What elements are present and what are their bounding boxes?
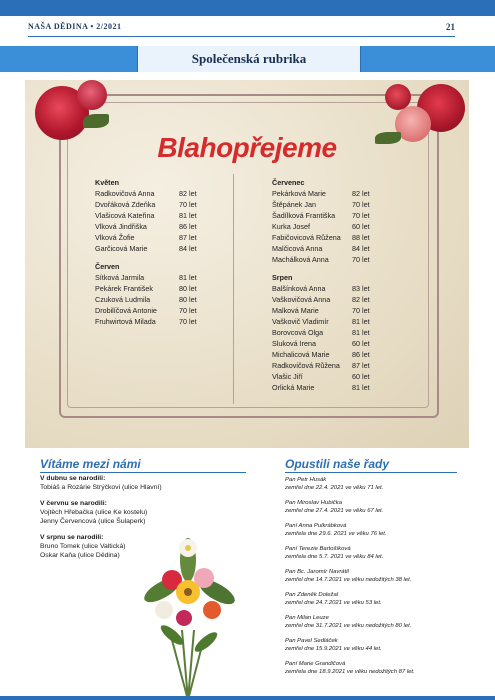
person-name: Drobilíčová Antonie	[95, 306, 157, 315]
section-title: Společenská rubrika	[137, 46, 361, 72]
birth-month-label: V červnu se narodili:	[40, 500, 107, 507]
section-banner	[0, 46, 495, 72]
birthday-row	[272, 188, 402, 199]
person-name: Orlická Marie	[272, 383, 315, 392]
newborn-entry: Jenny Červencová (ulice Šulaperk)	[40, 518, 146, 525]
person-name: Fabičovicová Růžena	[272, 233, 341, 242]
birthday-row	[95, 199, 215, 210]
newborn-entry: Vojtěch Hřebačka (ulice Ke kostelu)	[40, 509, 148, 516]
person-name: Radkovičová Anna	[95, 189, 155, 198]
person-age: 70 let	[179, 200, 197, 209]
person-age: 70 let	[179, 317, 197, 326]
birthday-row	[95, 316, 215, 327]
person-name: Vaškovič Vladimír	[272, 317, 329, 326]
obituary-name: Pan Pavel Sedláček	[285, 638, 338, 644]
birthday-row	[272, 316, 402, 327]
obituary-name: Pan Zdeněk Doležal	[285, 592, 339, 598]
birthday-row	[272, 327, 402, 338]
person-age: 86 let	[352, 350, 370, 359]
person-name: Garčicová Marie	[95, 244, 148, 253]
newborn-entry: Bruno Tomek (ulice Valtická)	[40, 543, 126, 550]
person-name: Dvořáková Zdeňka	[95, 200, 156, 209]
person-age: 70 let	[352, 200, 370, 209]
birthday-row	[95, 221, 215, 232]
birthday-row	[272, 210, 402, 221]
obituary-detail: zemřel dne 14.7.2021 ve věku nedožitých 38 let.	[285, 577, 412, 583]
birthday-row	[272, 283, 402, 294]
birthday-row	[95, 188, 215, 199]
person-age: 80 let	[179, 295, 197, 304]
person-name: Machálková Anna	[272, 255, 329, 264]
birthday-row	[272, 360, 402, 371]
obituary-name: Paní Terezie Bartošíková	[285, 546, 351, 552]
birthday-row	[272, 294, 402, 305]
obituary-name: Paní Marie Grandičová	[285, 661, 346, 667]
person-name: Kurka Josef	[272, 222, 310, 231]
person-name: Balšínková Anna	[272, 284, 326, 293]
birthday-column-right	[272, 178, 402, 393]
person-age: 82 let	[179, 189, 197, 198]
bottom-color-band	[0, 696, 495, 700]
obituary-name: Pan Petr Husák	[285, 477, 327, 483]
person-age: 83 let	[352, 284, 370, 293]
obituary-detail: zemřela dne 29.6. 2021 ve věku 76 let.	[285, 531, 387, 537]
person-age: 82 let	[352, 295, 370, 304]
person-name: Radkovičová Růžena	[272, 361, 340, 370]
birthday-row	[272, 221, 402, 232]
card-title: Blahopřejeme	[157, 132, 337, 163]
birthday-row	[95, 232, 215, 243]
person-age: 80 let	[179, 284, 197, 293]
person-name: Sítková Jarmila	[95, 273, 145, 282]
congratulations-card	[25, 80, 469, 448]
person-age: 60 let	[352, 372, 370, 381]
top-color-band	[0, 0, 495, 16]
welcome-heading-rule	[40, 472, 246, 473]
person-age: 81 let	[352, 383, 370, 392]
person-age: 84 let	[179, 244, 197, 253]
person-age: 60 let	[352, 339, 370, 348]
person-age: 82 let	[352, 189, 370, 198]
person-age: 87 let	[352, 361, 370, 370]
page-number: 21	[446, 22, 455, 32]
flower-bouquet-illustration	[132, 530, 244, 700]
person-age: 81 let	[179, 211, 197, 220]
birthday-row	[95, 272, 215, 283]
birthday-row	[95, 294, 215, 305]
person-age: 81 let	[352, 328, 370, 337]
birthday-row	[95, 305, 215, 316]
magazine-title: NAŠA DĚDINA • 2/2021	[28, 22, 122, 31]
person-name: Malková Marie	[272, 306, 319, 315]
obituary-detail: zemřel dne 15.9.2021 ve věku 44 let.	[285, 646, 382, 652]
rose-illustration-right-small	[385, 84, 411, 110]
obituary-name: Pan Miroslav Hubička	[285, 500, 342, 506]
birthday-row	[272, 305, 402, 316]
person-name: Pekárek František	[95, 284, 153, 293]
obituary-detail: zemřel dne 22.4. 2021 ve věku 71 let.	[285, 485, 384, 491]
rose-illustration-left-small	[77, 80, 107, 110]
month-heading: Červen	[95, 262, 120, 271]
birthday-row	[95, 283, 215, 294]
departed-heading-rule	[285, 472, 457, 473]
birthday-row	[272, 349, 402, 360]
person-name: Malčicová Anna	[272, 244, 323, 253]
person-name: Sluková Irena	[272, 339, 316, 348]
departed-heading: Opustili naše řady	[285, 457, 390, 471]
person-age: 81 let	[179, 273, 197, 282]
person-age: 70 let	[352, 255, 370, 264]
obituary-detail: zemřela dne 18.9.2021 ve věku nedožitých 87 let.	[285, 669, 415, 675]
birthday-row	[272, 199, 402, 210]
person-name: Michalicová Marie	[272, 350, 330, 359]
birth-month-label: V dubnu se narodili:	[40, 475, 106, 482]
obituary-detail: zemřel dne 31.7.2021 ve věku nedožitých 80 let.	[285, 623, 412, 629]
month-heading: Květen	[95, 178, 119, 187]
birthday-row	[95, 210, 215, 221]
obituary-detail: zemřela dne 5.7. 2021 ve věku 84 let.	[285, 554, 384, 560]
person-age: 84 let	[352, 244, 370, 253]
month-heading: Červenec	[272, 178, 305, 187]
person-name: Vlková Žofie	[95, 233, 135, 242]
person-name: Vlašic Jiří	[272, 372, 303, 381]
person-age: 60 let	[352, 222, 370, 231]
newborn-entry: Oskar Kaňa (ulice Dědina)	[40, 552, 120, 559]
obituary-name: Paní Anna Pulkrábková	[285, 523, 347, 529]
person-age: 70 let	[179, 306, 197, 315]
birthday-row	[95, 243, 215, 254]
birthday-row	[272, 243, 402, 254]
birthday-row	[272, 338, 402, 349]
person-name: Šadílková Františka	[272, 211, 336, 220]
leaf-illustration-left	[83, 114, 109, 128]
obituary-detail: zemřel dne 27.4. 2021 ve věku 67 let.	[285, 508, 384, 514]
person-name: Štěpánek Jan	[272, 200, 316, 209]
person-age: 81 let	[352, 317, 370, 326]
person-age: 88 let	[352, 233, 370, 242]
birthday-row	[272, 254, 402, 265]
person-age: 86 let	[179, 222, 197, 231]
person-name: Fruhwirtová Milada	[95, 317, 156, 326]
newborn-entry: Tobiáš a Rozárie Strýčkovi (ulice Hlavní)	[40, 484, 162, 491]
obituary-name: Pan Milan Leuze	[285, 615, 329, 621]
birthday-row	[272, 382, 402, 393]
obituary-name: Pan Bc. Jaromír Navrátil	[285, 569, 349, 575]
person-name: Vlková Jindřiška	[95, 222, 147, 231]
header-rule	[28, 36, 455, 37]
welcome-heading: Vítáme mezi námi	[40, 457, 141, 471]
birth-month-label: V srpnu se narodili:	[40, 534, 104, 541]
person-name: Vaškovičová Anna	[272, 295, 331, 304]
obituary-detail: zemřel dne 24.7.2021 ve věku 53 let.	[285, 600, 382, 606]
birthday-column-left	[95, 178, 215, 327]
person-age: 87 let	[179, 233, 197, 242]
person-age: 70 let	[352, 211, 370, 220]
person-name: Pekárková Marie	[272, 189, 326, 198]
birthday-row	[272, 371, 402, 382]
person-age: 70 let	[352, 306, 370, 315]
person-name: Vlašicová Kateřina	[95, 211, 155, 220]
column-divider	[233, 174, 234, 404]
page-header	[0, 16, 495, 42]
person-name: Czuková Ludmila	[95, 295, 151, 304]
month-heading: Srpen	[272, 273, 293, 282]
person-name: Borovcová Olga	[272, 328, 324, 337]
birthday-row	[272, 232, 402, 243]
